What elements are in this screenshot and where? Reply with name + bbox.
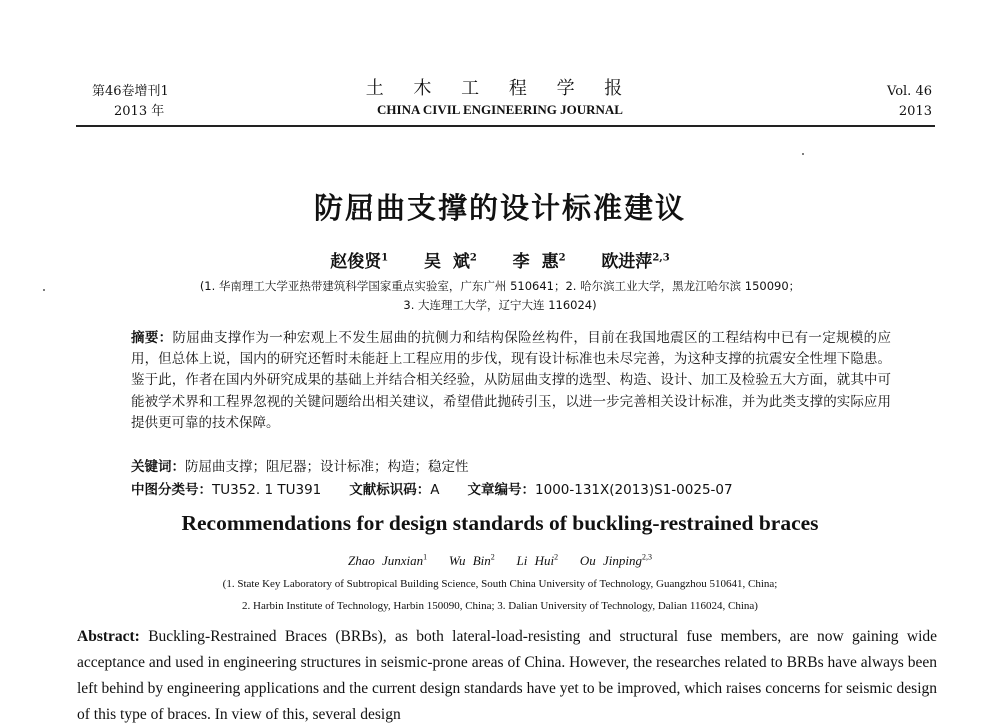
- abstract-cn-label: 摘要：: [131, 330, 173, 346]
- clc-label: 中图分类号：: [131, 482, 212, 498]
- year-cn: 2013 年: [114, 104, 165, 119]
- abstract-cn-text: 防屈曲支撑作为一种宏观上不发生屈曲的抗侧力和结构保险丝构件，目前在我国地震区的工程结构中已有一定规模的应用，但总体上说，国内的研究还暂时未能赶上工程应用的步伐，现有设计标准也未尽完善，为这种支撑的抗震安全性埋下隐患。鉴于此，作者在国内外研究成果的基础上并结合相关经验，从防屈曲支撑的选型、构造、设计、加工及检验五大方面，就其中可能被学术界和工程界忽视的关键问题给出相关建议，希望借此抛砖引玉，以进一步完善相关设计标准，并为此类支撑的实际应用提供更可靠的技术保障。: [131, 330, 892, 431]
- author-en-4: Ou Jinping$^{2,3}$: [579, 553, 653, 569]
- header-rule: [76, 125, 935, 127]
- author-cn-3: 李 惠$^2$: [512, 252, 566, 272]
- header-right: [872, 82, 932, 122]
- scan-speck: [43, 289, 45, 291]
- abstract-en-label: Abstract:: [77, 628, 140, 645]
- keywords-cn: [131, 455, 891, 475]
- scan-speck: [802, 153, 804, 155]
- author-en-2: Wu Bin$^2$: [448, 553, 495, 569]
- affiliation-cn-line: 3. 大连理工大学，辽宁大连 116024): [403, 298, 597, 312]
- year-en: 2013: [898, 104, 932, 119]
- article-id-label: 文章编号：: [467, 482, 536, 498]
- affiliation-cn-line: (1. 华南理工大学亚热带建筑科学国家重点实验室，广东广州 510641；2. 哈尔滨工业大学，黑龙江哈尔滨 150090；: [199, 279, 801, 293]
- volume-en: Vol. 46: [887, 84, 932, 99]
- paper-title-cn: 防屈曲支撑的设计标准建议: [313, 191, 686, 225]
- authors-cn: [0, 247, 1000, 272]
- journal-title-en: CHINA CIVIL ENGINEERING JOURNAL: [377, 102, 623, 117]
- journal-title-cn: 土 木 工 程 学 报: [365, 78, 635, 99]
- abstract-cn: [131, 328, 891, 434]
- authors-en: [0, 553, 1000, 569]
- paper-title-en: Recommendations for design standards of buckling-restrained braces: [181, 511, 819, 535]
- article-id-value: 1000-131X(2013)S1-0025-07: [535, 482, 733, 498]
- affiliations-en: [0, 573, 1000, 617]
- doc-code-value: A: [430, 482, 440, 498]
- author-en-3: Li Hui$^2$: [516, 553, 559, 569]
- author-cn-1: 赵俊贤$^1$: [330, 252, 389, 272]
- affiliation-en-line: 2. Harbin Institute of Technology, Harbin 150090, China; 3. Dalian University of Technology, Dalian 116024, China): [242, 600, 758, 612]
- affiliations-cn: [0, 277, 1000, 315]
- author-cn-2: 吴 斌$^2$: [424, 252, 477, 272]
- abstract-en: [77, 624, 937, 728]
- keywords-cn-text: 防屈曲支撑；阻尼器；设计标准；构造；稳定性: [185, 459, 469, 475]
- doc-code-label: 文献标识码：: [349, 482, 431, 498]
- author-en-1: Zhao Junxian$^1$: [347, 553, 428, 569]
- journal-title: [0, 74, 1000, 118]
- abstract-en-text: Buckling-Restrained Braces (BRBs), as both lateral-load-resisting and structural fuse members, are now gaining wide acceptance and used in engineering structures in seismic-prone areas of China. However, the researches related to BRBs have always been left behind by engineering applications and the current design standards have yet to be improved, which raises concerns for seismic design of this type of braces. In view of this, several design: [77, 628, 937, 723]
- volume-issue-cn: 第46卷增刊1: [92, 84, 169, 99]
- keywords-cn-label: 关键词：: [131, 459, 185, 475]
- author-cn-4: 欧进萍$^{2,3}$: [601, 252, 670, 272]
- classification-cn: [131, 478, 911, 498]
- clc-value: TU352. 1 TU391: [212, 482, 322, 498]
- affiliation-en-line: (1. State Key Laboratory of Subtropical Building Science, South China University of Technology, Guangzhou 510641, China;: [222, 578, 778, 590]
